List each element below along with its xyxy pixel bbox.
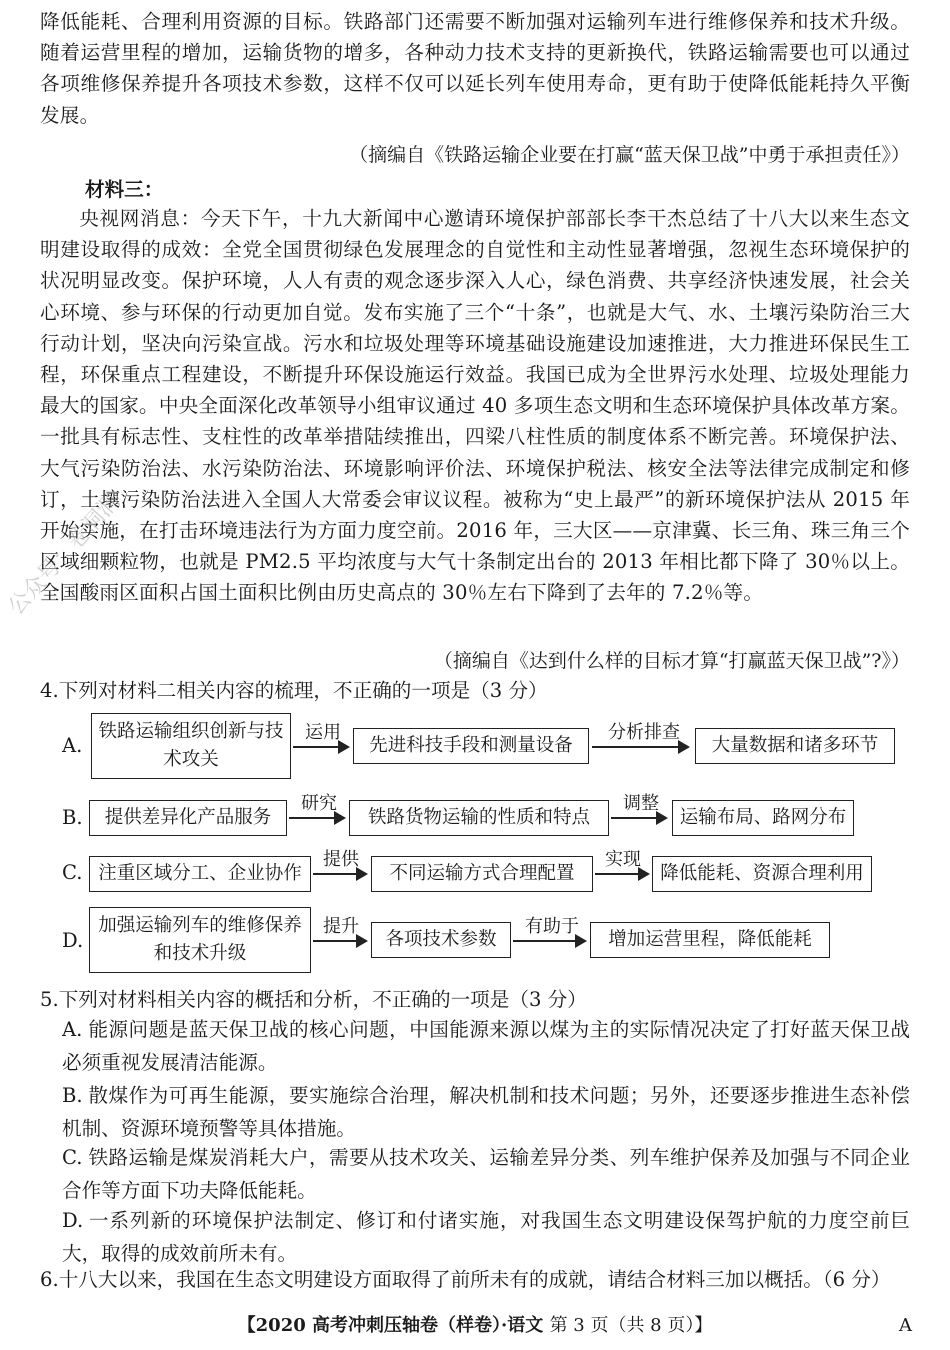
- q5-option-d-text: 一系列新的环境保护法制定、修订和付诸实施，对我国生态文明建设保驾护航的力度空前巨大，取得的成效前所未有。: [62, 1209, 910, 1265]
- q4-c-box1: 注重区域分工、企业协作: [89, 856, 311, 892]
- q5-option-a: [62, 1013, 910, 1079]
- material3-source: （摘编自《达到什么样的目标才算“打赢蓝天保卫战”?》）: [433, 650, 910, 672]
- q4-b-arrow2: [611, 817, 666, 819]
- q4-a-arrow1-label: 运用: [305, 722, 341, 743]
- q5-option-c: [62, 1141, 910, 1207]
- q4-option-b-label: B.: [62, 806, 83, 829]
- q4-a-box1: 铁路运输组织创新与技术攻关: [91, 713, 291, 779]
- footer-page-number: 第 3 页（共 8 页）】: [549, 1315, 713, 1336]
- question-4-stem: 4.下列对材料二相关内容的梳理，不正确的一项是（3 分）: [40, 679, 548, 702]
- q4-c-arrow2: [595, 873, 648, 875]
- q4-a-box2: 先进科技手段和测量设备: [353, 728, 589, 764]
- q4-b-box2: 铁路货物运输的性质和特点: [349, 800, 609, 836]
- q4-option-d-label: D.: [62, 929, 84, 952]
- q4-option-a-label: A.: [62, 734, 83, 757]
- q4-c-arrow1-label: 提供: [323, 849, 359, 870]
- question-5-stem: 5.下列对材料相关内容的概括和分析，不正确的一项是（3 分）: [40, 988, 587, 1011]
- q5-option-a-label: A.: [62, 1018, 83, 1041]
- q4-c-box2: 不同运输方式合理配置: [371, 856, 593, 892]
- footer-center: [0, 1314, 950, 1338]
- q5-option-c-text: 铁路运输是煤炭消耗大户，需要从技术攻关、运输差异分类、列车维护保养及加强与不同企业合作等方面下功夫降低能耗。: [62, 1146, 910, 1202]
- q4-b-arrow1: [289, 817, 344, 819]
- question-6-stem: 6.十八大以来，我国在生态文明建设方面取得了前所未有的成就，请结合材料三加以概括。（6 分）: [40, 1268, 891, 1291]
- q5-option-b-text: 散煤作为可再生能源，要实施综合治理，解决机制和技术问题；另外，还要逐步推进生态补偿机制、资源环境预警等具体措施。: [62, 1084, 910, 1140]
- material2-source: （摘编自《铁路运输企业要在打赢“蓝天保卫战”中勇于承担责任》）: [349, 144, 910, 166]
- watermark: 公众号：卷洞洞: [3, 488, 126, 621]
- q4-c-box3: 降低能耗、资源合理利用: [652, 856, 872, 892]
- q5-option-c-label: C.: [62, 1146, 83, 1169]
- material3-body: 央视网消息：今天下午，十九大新闻中心邀请环境保护部部长李干杰总结了十八大以来生态文明建设取得的成效：全党全国贯彻绿色发展理念的自觉性和主动性显著增强，忽视生态环境保护的状况明显改变。保护环境，人人有责的观念逐步深入人心，绿色消费、共享经济快速发展，社会关心环境、参与环保的行动更加自觉。发布实施了三个“十条”，也就是大气、水、土壤污染防治三大行动计划，坚决向污染宣战。污水和垃圾处理等环境基础设施建设加速推进，大力推进环保民生工程，环保重点工程建设，不断提升环保设施运行效益。我国已成为全世界污水处理、垃圾处理能力最大的国家。中央全面深化改革领导小组审议通过 40 多项生态文明和生态环境保护具体改革方案。一批具有标志性、支柱性的改革举措陆续推出，四梁八柱性质的制度体系不断完善。环境保护法、大气污染防治法、水污染防治法、环境影响评价法、环境保护税法、核安全法等法律完成制定和修订，土壤污染防治法进入全国人大常委会审议议程。被称为“史上最严”的新环境保护法从 2015 年开始实施，在打击环境违法行为方面力度空前。2016 年，三大区——京津冀、长三角、珠三角三个区域细颗粒物，也就是 PM2.5 平均浓度与大气十条制定出台的 2013 年相比都下降了 30％以上。全国酸雨区面积占国土面积比例由历史高点的 30％左右下降到了去年的 7.2％等。: [40, 207, 910, 605]
- q4-a-arrow1: [293, 746, 348, 748]
- q4-d-box3: 增加运营里程，降低能耗: [590, 922, 830, 958]
- q5-option-b-label: B.: [62, 1084, 83, 1107]
- q4-d-box2: 各项技术参数: [371, 922, 511, 958]
- q5-option-a-text: 能源问题是蓝天保卫战的核心问题，中国能源来源以煤为主的实际情况决定了打好蓝天保卫战必须重视发展清洁能源。: [62, 1018, 910, 1074]
- q4-b-box1: 提供差异化产品服务: [89, 800, 287, 836]
- q4-b-arrow1-label: 研究: [301, 793, 337, 814]
- q5-option-b: [62, 1079, 910, 1145]
- material2-tail-paragraph: 降低能耗、合理利用资源的目标。铁路部门还需要不断加强对运输列车进行维修保养和技术升级。随着运营里程的增加，运输货物的增多，各种动力技术支持的更新换代，铁路运输需要也可以通过各项维修保养提升各项技术参数，这样不仅可以延长列车使用寿命，更有助于使降低能耗持久平衡发展。: [40, 10, 910, 127]
- q4-b-box3: 运输布局、路网分布: [672, 800, 854, 836]
- material3-heading: 材料三：: [85, 178, 164, 201]
- footer-title: 【2020 高考冲刺压轴卷（样卷）·语文: [237, 1315, 544, 1336]
- footer-version: A: [899, 1315, 912, 1336]
- q4-d-arrow2: [513, 940, 585, 942]
- q5-option-d-label: D.: [62, 1209, 84, 1232]
- q5-option-d: [62, 1204, 910, 1270]
- q4-d-arrow1: [313, 940, 366, 942]
- q4-d-box1: 加强运输列车的维修保养和技术升级: [89, 907, 311, 973]
- q4-d-arrow2-label: 有助于: [525, 916, 579, 937]
- q4-c-arrow1: [313, 873, 366, 875]
- q4-a-arrow2: [592, 746, 688, 748]
- q4-c-arrow2-label: 实现: [605, 849, 641, 870]
- q4-option-c-label: C.: [62, 861, 83, 884]
- q4-a-arrow2-label: 分析排查: [608, 722, 680, 743]
- q4-b-arrow2-label: 调整: [623, 793, 659, 814]
- q4-d-arrow1-label: 提升: [323, 916, 359, 937]
- q4-a-box3: 大量数据和诸多环节: [695, 728, 895, 764]
